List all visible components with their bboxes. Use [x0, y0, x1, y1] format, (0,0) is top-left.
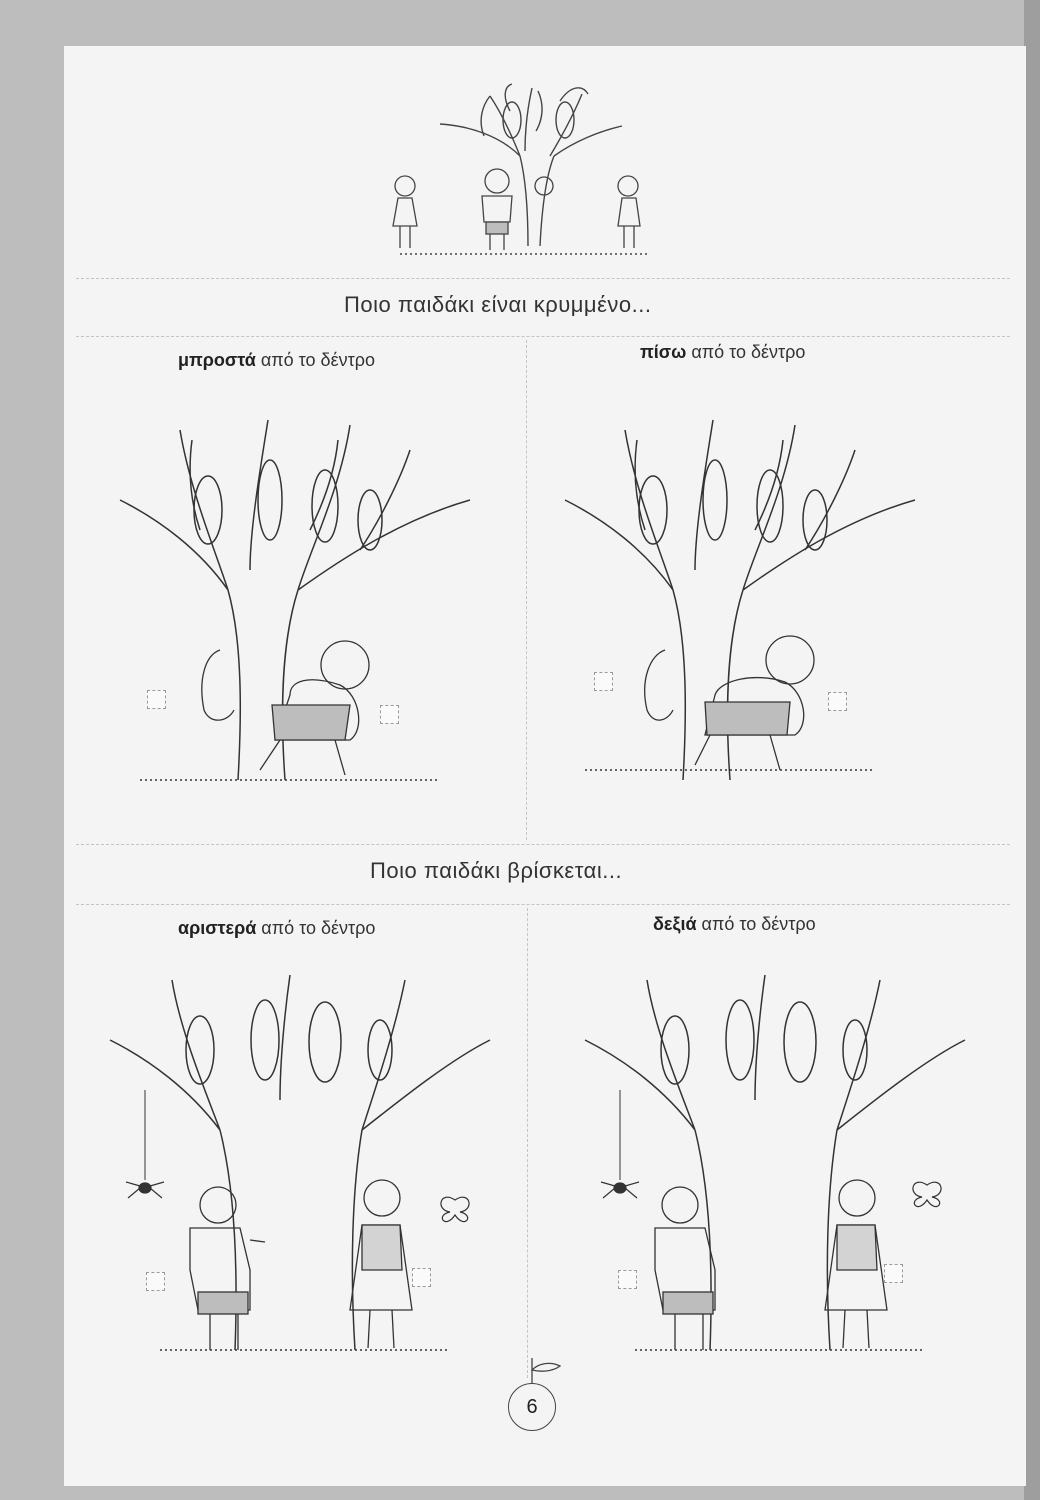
column-divider	[527, 908, 528, 1378]
page-number: 6	[508, 1383, 556, 1431]
tree-illustration	[110, 410, 490, 800]
checkbox-right-right[interactable]	[884, 1264, 903, 1283]
panel-label-right: δεξιά από το δέντρο	[653, 914, 816, 934]
divider	[76, 904, 1010, 905]
heading-hidden: Ποιο παιδάκι είναι κρυμμένο...	[344, 292, 652, 317]
child-figure	[393, 176, 417, 248]
checkbox-front-right[interactable]	[380, 705, 399, 724]
panel-label-left: αριστερά από το δέντρο	[178, 918, 376, 938]
column-divider	[526, 340, 527, 840]
butterfly-icon	[913, 1182, 941, 1206]
spider-icon	[126, 1182, 164, 1198]
divider	[76, 278, 1010, 279]
leaf-icon	[526, 1352, 566, 1386]
tree-illustration	[555, 410, 935, 800]
checkbox-left-left[interactable]	[146, 1272, 165, 1291]
butterfly-icon	[441, 1197, 469, 1221]
tree-illustration	[100, 970, 500, 1370]
checkbox-left-right[interactable]	[412, 1268, 431, 1287]
tree-illustration	[575, 970, 975, 1370]
book-edge	[1024, 0, 1040, 1500]
checkbox-front-left[interactable]	[147, 690, 166, 709]
divider	[76, 844, 1010, 845]
checkbox-right-left[interactable]	[618, 1270, 637, 1289]
heading-position: Ποιο παιδάκι βρίσκεται...	[370, 858, 623, 883]
panel-label-front: μπροστά από το δέντρο	[178, 350, 375, 370]
checkbox-behind-left[interactable]	[594, 672, 613, 691]
divider	[76, 336, 1010, 337]
panel-label-behind: πίσω από το δέντρο	[640, 342, 806, 362]
checkbox-behind-right[interactable]	[828, 692, 847, 711]
top-tree-illustration	[360, 76, 670, 266]
spider-icon	[601, 1182, 639, 1198]
